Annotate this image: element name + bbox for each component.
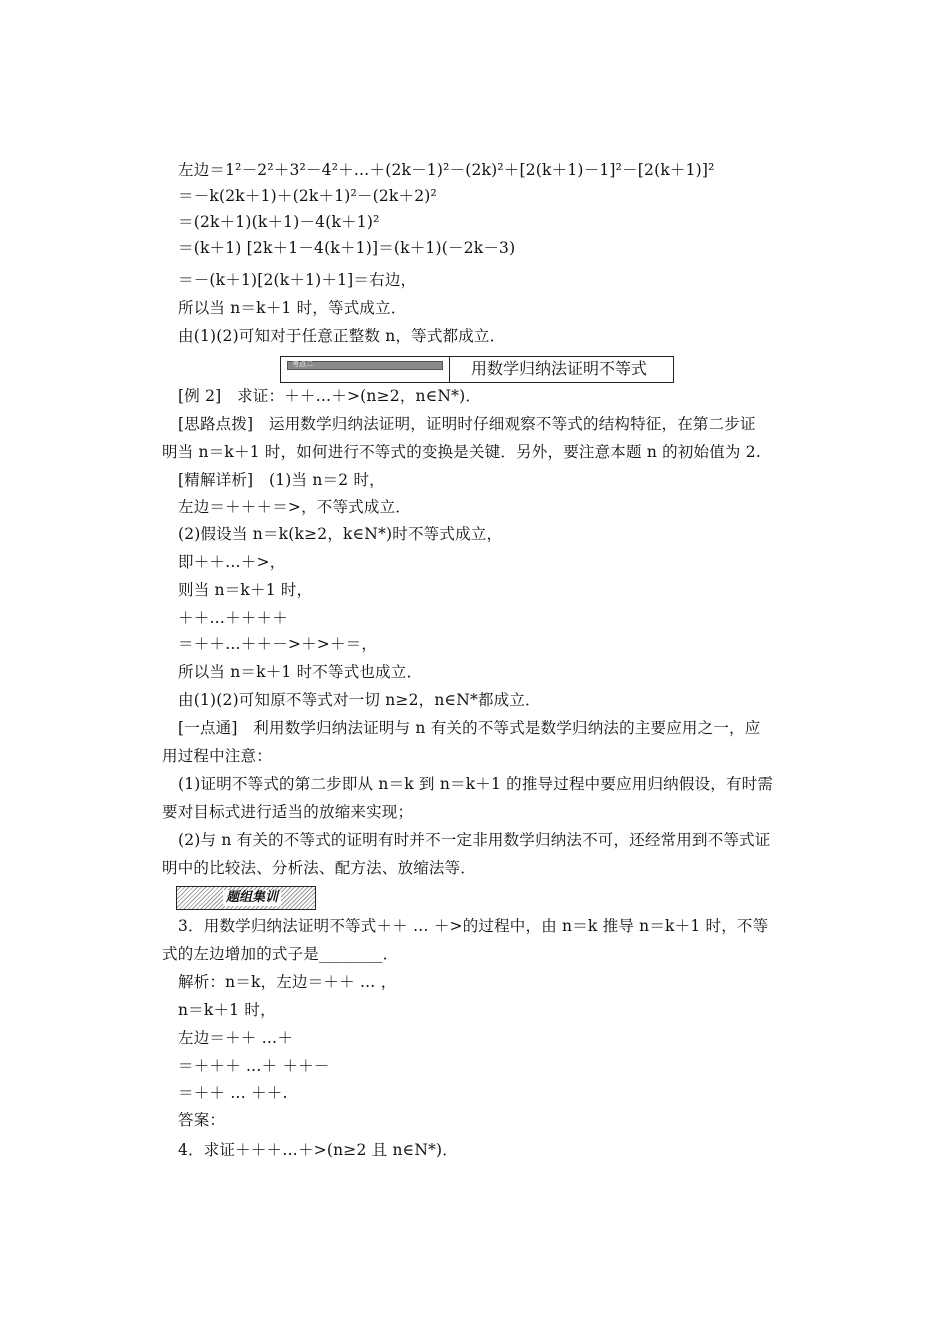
section-title: 用数学归纳法证明不等式	[471, 359, 648, 378]
analysis-line-3: 左边＝＋＋ …＋	[178, 1029, 294, 1047]
proof-line-5: ＝－(k＋1)[2(k＋1)＋1]＝右边，	[178, 271, 417, 289]
solution-line-6: ＝＋＋…＋＋－>＋>＋＝，	[178, 635, 378, 653]
proof-line-2: ＝－k(2k＋1)＋(2k＋1)²－(2k＋2)²	[178, 187, 437, 205]
solution-line-4: 则当 n＝k＋1 时，	[178, 581, 313, 599]
exercise-3-line-1: 3．用数学归纳法证明不等式＋＋ … ＋>的过程中，由 n＝k 推导 n＝k＋1 时，不等	[178, 917, 769, 935]
analysis-line-1: 解析：n＝k，左边＝＋＋ … ，	[178, 973, 397, 991]
solution-line-8: 由(1)(2)可知原不等式对一切 n≥2，n∈N*都成立．	[178, 691, 541, 709]
tip-line-1: [一点通] 利用数学归纳法证明与 n 有关的不等式是数学归纳法的主要应用之一，应	[178, 719, 761, 737]
proof-line-4: ＝(k＋1) [2k＋1－4(k＋1)]＝(k＋1)(－2k－3)	[178, 239, 516, 257]
solution-line-1: 左边＝＋＋＋＝>，不等式成立．	[178, 498, 411, 516]
tip-line-6: 明中的比较法、分析法、配方法、放缩法等．	[162, 859, 477, 877]
answer-label: 答案：	[178, 1111, 226, 1129]
analysis-line-5: ＝＋＋ … ＋＋.	[178, 1084, 288, 1102]
proof-line-7: 由(1)(2)可知对于任意正整数 n，等式都成立．	[178, 327, 506, 345]
proof-line-1: 左边＝1²－2²＋3²－4²＋…＋(2k－1)²－(2k)²＋[2(k＋1)－1]²－[2(k＋1)]²	[178, 161, 715, 179]
section-header	[280, 356, 674, 383]
proof-line-6: 所以当 n＝k＋1 时，等式成立．	[178, 299, 407, 317]
group-practice-label: 题组集训	[223, 890, 281, 906]
tip-line-2: 用过程中注意：	[162, 747, 272, 765]
exercise-3-line-2: 式的左边增加的式子是________．	[162, 945, 399, 963]
solution-line-5: ＋＋…＋＋＋＋	[178, 609, 288, 627]
detail-heading: [精解详析] (1)当 n＝2 时，	[178, 471, 385, 489]
solution-line-3: 即＋＋…＋>，	[178, 553, 286, 571]
section-tag	[287, 361, 443, 370]
hint-line-1: [思路点拨] 运用数学归纳法证明，证明时仔细观察不等式的结构特征，在第二步证	[178, 415, 756, 433]
tip-line-4: 要对目标式进行适当的放缩来实现；	[162, 803, 414, 821]
proof-line-3: ＝(2k＋1)(k＋1)－4(k＋1)²	[178, 213, 380, 231]
solution-line-7: 所以当 n＝k＋1 时不等式也成立．	[178, 663, 423, 681]
exercise-4: 4．求证＋＋＋…＋>(n≥2 且 n∈N*)．	[178, 1141, 458, 1159]
hint-line-2: 明当 n＝k＋1 时，如何进行不等式的变换是关键．另外，要注意本题 n 的初始值为 2.	[162, 443, 761, 461]
solution-line-2: (2)假设当 n＝k(k≥2，k∈N*)时不等式成立，	[178, 525, 503, 543]
section-tag-text: 考点二	[292, 360, 313, 368]
section-divider	[449, 357, 450, 382]
analysis-line-2: n＝k＋1 时，	[178, 1001, 276, 1019]
tip-line-3: (1)证明不等式的第二步即从 n＝k 到 n＝k＋1 的推导过程中要应用归纳假设，有时需	[178, 775, 774, 793]
analysis-line-4: ＝＋＋＋ …＋ ＋＋－	[178, 1057, 330, 1075]
example-statement: [例 2] 求证：＋＋…＋>(n≥2，n∈N*)．	[178, 387, 482, 405]
group-practice-banner	[176, 886, 316, 910]
tip-line-5: (2)与 n 有关的不等式的证明有时并不一定非用数学归纳法不可，还经常用到不等式证	[178, 831, 771, 849]
